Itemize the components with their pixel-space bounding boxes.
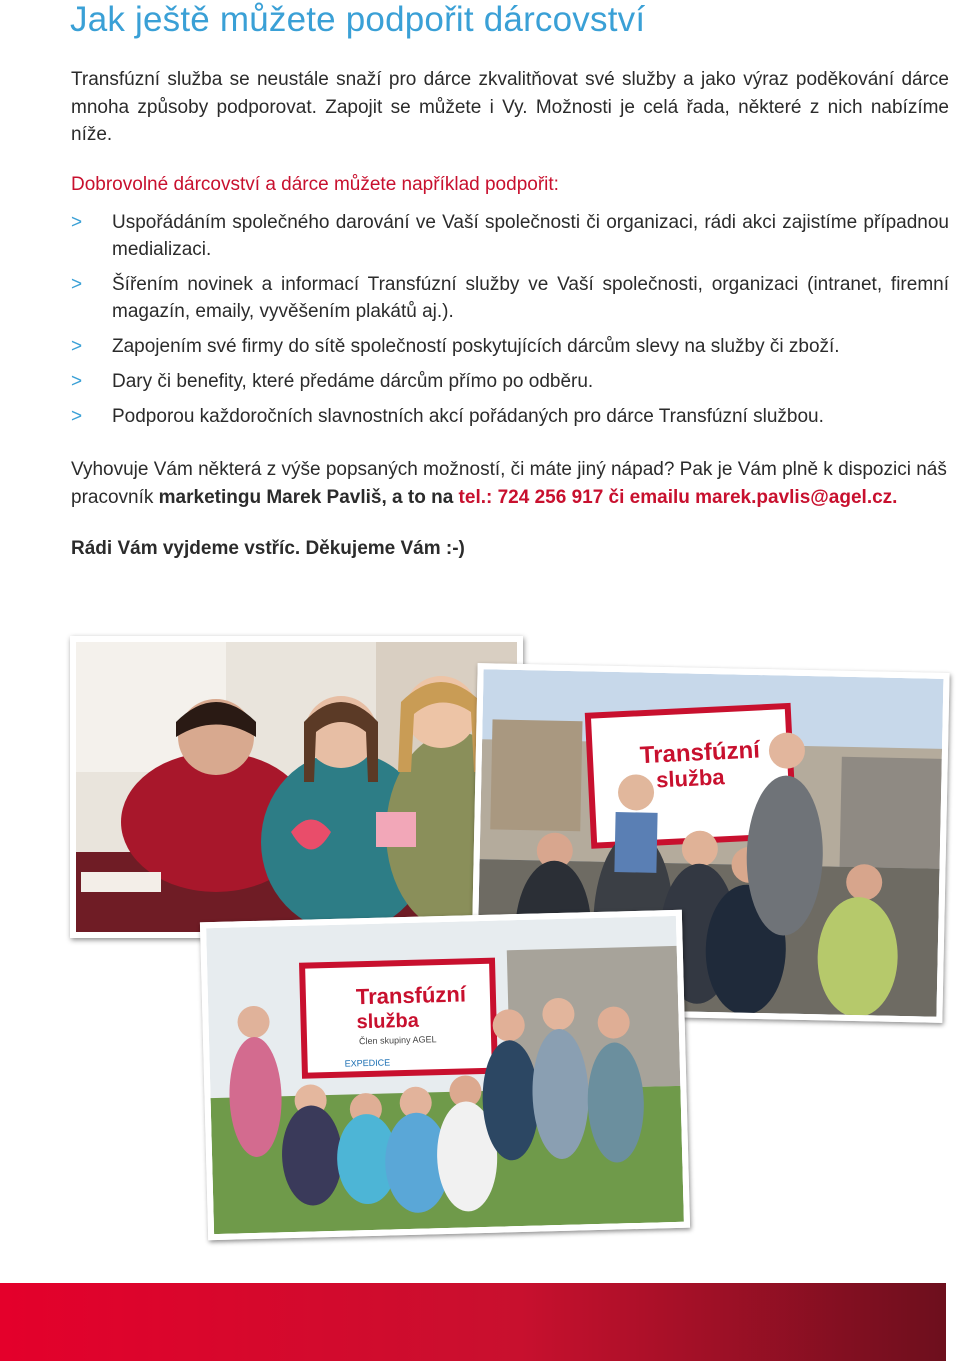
group-photo-illustration xyxy=(206,916,684,1234)
list-item xyxy=(71,333,949,360)
page-title: Jak ještě můžete podpořit dárcovství xyxy=(70,0,646,39)
list-item-text: Dary či benefity, které předáme dárcům přímo po odběru. xyxy=(112,371,594,392)
contact-person: marketingu Marek Pavliš, a to na xyxy=(158,487,459,508)
contact-text: Vyhovuje Vám některá z výše popsaných možností, či máte jiný nápad? Pak je Vám plně k dispozici náš pracovník xyxy=(71,459,947,508)
bullet-marker-icon: > xyxy=(71,212,83,233)
sign-text-4: služba xyxy=(356,1009,420,1034)
sign-text-2: služba xyxy=(655,764,726,793)
contact-details-link[interactable]: tel.: 724 256 917 či emailu marek.pavlis@agel.cz. xyxy=(458,487,898,508)
thanks-line: Rádi Vám vyjdeme vstříc. Děkujeme Vám :-) xyxy=(71,538,465,559)
footer-bar xyxy=(0,1283,946,1361)
intro-paragraph: Transfúzní služba se neustále snaží pro dárce zkvalitňovat své služby a jako výraz poděkování dárce mnoha způsoby podporovat. Zapojit se můžete i Vy. Možnosti je celá řada, některé z nich nabízíme níže. xyxy=(71,69,949,145)
list-item xyxy=(71,403,949,430)
photo-blood-donors xyxy=(70,636,523,938)
list-item-text: Podporou každoročních slavnostních akcí pořádaných pro dárce Transfúzní službou. xyxy=(112,406,824,427)
sign-text-6: EXPEDICE xyxy=(344,1057,391,1069)
contact-paragraph xyxy=(71,456,951,512)
list-item xyxy=(71,209,949,263)
bullet-marker-icon: > xyxy=(71,371,83,392)
donors-photo-illustration xyxy=(76,642,517,932)
list-item-text: Zapojením své firmy do sítě společností poskytujících dárcům slevy na služby či zboží. xyxy=(112,336,840,357)
sign-text-3: Transfúzní xyxy=(355,981,467,1010)
photo-young-group xyxy=(200,910,690,1241)
bullet-marker-icon: > xyxy=(71,274,83,295)
list-item-text: Šířením novinek a informací Transfúzní služby ve Vaší společnosti, organizaci (intranet, firemní magazín, emaily, vyvěšením plakátů aj.). xyxy=(112,274,949,322)
support-options-list xyxy=(71,209,949,438)
section-heading: Dobrovolné dárcovství a dárce můžete například podpořit: xyxy=(71,174,559,195)
bullet-marker-icon: > xyxy=(71,336,83,357)
list-item xyxy=(71,271,949,325)
bullet-marker-icon: > xyxy=(71,406,83,427)
sign-text-5: Člen skupiny AGEL xyxy=(358,1034,437,1047)
sign-text-1: Transfúzní xyxy=(639,736,761,770)
list-item xyxy=(71,368,949,395)
list-item-text: Uspořádáním společného darování ve Vaší společnosti či organizaci, rádi akci zajistíme případnou medializaci. xyxy=(112,212,949,260)
